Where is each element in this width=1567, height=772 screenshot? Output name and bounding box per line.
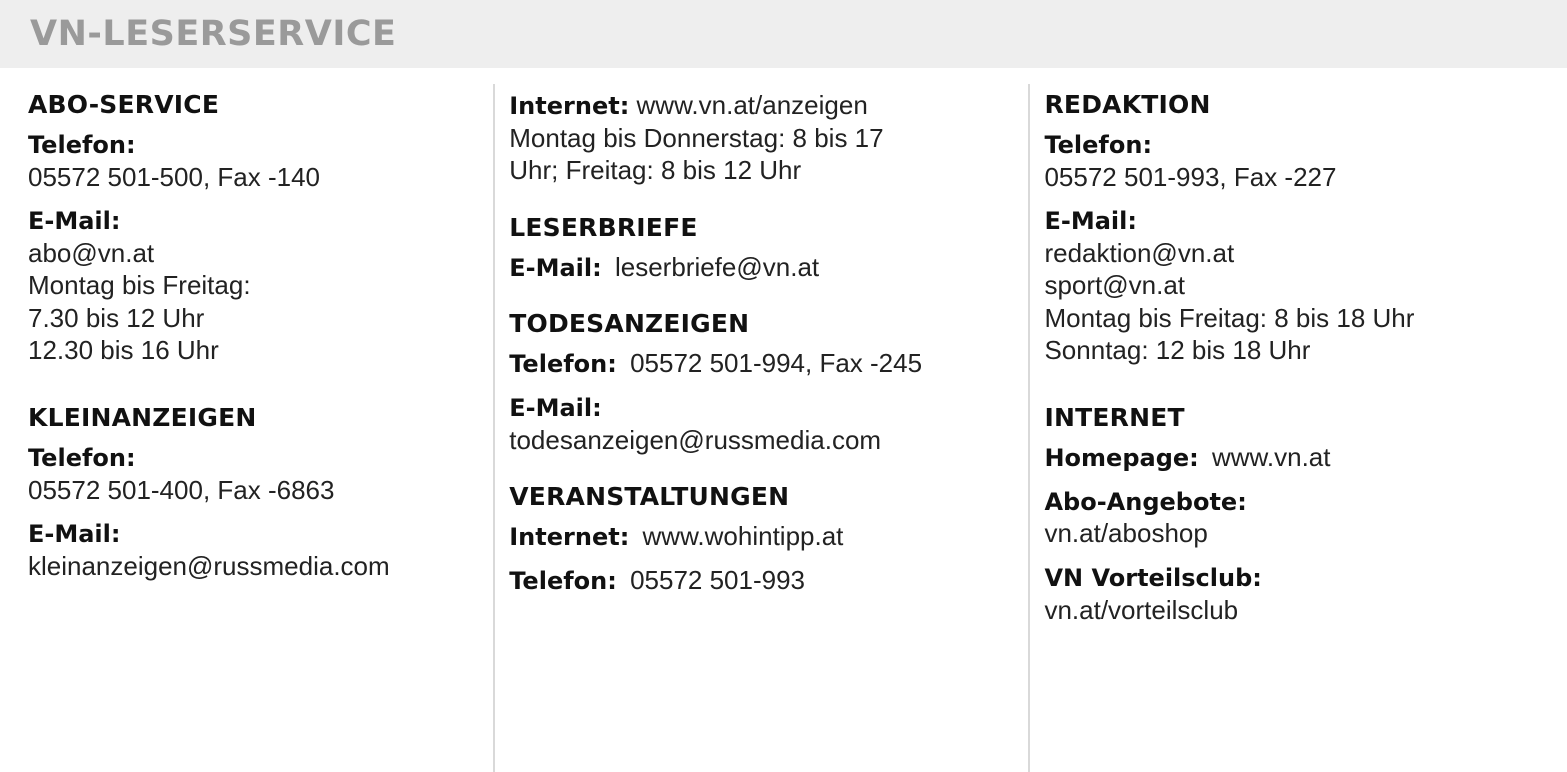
abo-hours-line-3: 12.30 bis 16 Uhr	[28, 335, 219, 366]
contact-columns	[0, 68, 1567, 772]
abo-telefon-label: Telefon:	[28, 131, 136, 159]
todesanzeigen-telefon	[509, 348, 1020, 380]
veranstaltungen-telefon-label: Telefon:	[509, 567, 617, 596]
section-heading-todesanzeigen: TODESANZEIGEN	[509, 309, 750, 339]
veranstaltungen-internet-label: Internet:	[509, 523, 630, 552]
internet-homepage-label: Homepage:	[1044, 443, 1199, 472]
abo-hours-line-1: Montag bis Freitag:	[28, 270, 251, 301]
internet-abo-angebote	[1044, 486, 1539, 550]
leserbriefe-email	[509, 252, 1020, 284]
redaktion-telefon-label: Telefon:	[1044, 131, 1153, 159]
section-heading-kleinanzeigen: KLEINANZEIGEN	[28, 402, 257, 432]
section-heading-abo-service: ABO-SERVICE	[28, 90, 220, 119]
abo-email-value[interactable]: abo@vn.at	[28, 237, 155, 268]
kleinanzeigen-telefon-label: Telefon:	[28, 443, 136, 472]
section-heading-redaktion: REDAKTION	[1044, 90, 1211, 119]
internet-vorteilsclub-value[interactable]: vn.at/vorteilsclub	[1044, 594, 1239, 625]
redaktion-email-label: E-Mail:	[1044, 207, 1137, 236]
anzeigen-internet-value[interactable]: www.vn.at/anzeigen	[636, 90, 868, 120]
todesanzeigen-email	[509, 392, 1020, 456]
section-heading-veranstaltungen: VERANSTALTUNGEN	[509, 482, 790, 512]
todesanzeigen-telefon-label: Telefon:	[509, 350, 617, 379]
abo-telefon-value: 05572 501-500, Fax -140	[28, 161, 320, 192]
redaktion-email-value-2[interactable]: sport@vn.at	[1044, 270, 1186, 301]
kleinanzeigen-email-value[interactable]: kleinanzeigen@russmedia.com	[28, 550, 390, 581]
abo-telefon	[28, 129, 485, 193]
redaktion-email-value-1[interactable]: redaktion@vn.at	[1044, 237, 1235, 268]
kleinanzeigen-telefon	[28, 442, 485, 506]
page-title: VN-LESERSERVICE	[30, 14, 397, 54]
redaktion-telefon-value: 05572 501-993, Fax -227	[1044, 161, 1337, 192]
anzeigen-internet	[509, 90, 1020, 187]
anzeigen-internet-label: Internet:	[509, 92, 630, 120]
redaktion-email	[1044, 205, 1539, 367]
column-anzeigen-leserbriefe	[509, 90, 1044, 772]
internet-homepage	[1044, 442, 1539, 474]
todesanzeigen-telefon-value: 05572 501-994, Fax -245	[630, 348, 923, 379]
internet-vorteilsclub	[1044, 562, 1539, 626]
masthead	[0, 0, 1567, 68]
veranstaltungen-telefon	[509, 565, 1020, 597]
veranstaltungen-telefon-value: 05572 501-993	[630, 565, 806, 596]
kleinanzeigen-email	[28, 518, 485, 582]
internet-vorteilsclub-label: VN Vorteilsclub:	[1044, 563, 1262, 592]
section-heading-internet: INTERNET	[1044, 402, 1185, 432]
kleinanzeigen-email-label: E-Mail:	[28, 520, 121, 549]
anzeigen-hours-line-2: Uhr; Freitag: 8 bis 12 Uhr	[509, 155, 802, 186]
veranstaltungen-internet	[509, 521, 1020, 553]
todesanzeigen-email-label: E-Mail:	[509, 394, 602, 423]
kleinanzeigen-telefon-value: 05572 501-400, Fax -6863	[28, 474, 335, 505]
anzeigen-hours-line-1: Montag bis Donnerstag: 8 bis 17	[509, 122, 884, 153]
todesanzeigen-email-value[interactable]: todesanzeigen@russmedia.com	[509, 424, 882, 455]
abo-email-label: E-Mail:	[28, 207, 121, 236]
redaktion-hours-line-2: Sonntag: 12 bis 18 Uhr	[1044, 335, 1311, 366]
internet-homepage-value[interactable]: www.vn.at	[1212, 441, 1331, 472]
internet-abo-angebote-label: Abo-Angebote:	[1044, 487, 1247, 516]
column-abo-kleinanzeigen	[28, 90, 509, 772]
redaktion-telefon	[1044, 129, 1539, 193]
leserbriefe-email-label: E-Mail:	[509, 253, 602, 282]
section-heading-leserbriefe: LESERBRIEFE	[509, 212, 698, 242]
veranstaltungen-internet-value[interactable]: www.wohintipp.at	[642, 521, 844, 552]
column-redaktion-internet	[1044, 90, 1539, 772]
redaktion-hours-line-1: Montag bis Freitag: 8 bis 18 Uhr	[1044, 302, 1415, 333]
internet-abo-angebote-value[interactable]: vn.at/aboshop	[1044, 518, 1208, 549]
abo-hours-line-2: 7.30 bis 12 Uhr	[28, 302, 205, 333]
leserbriefe-email-value[interactable]: leserbriefe@vn.at	[614, 251, 820, 282]
abo-email	[28, 205, 485, 367]
